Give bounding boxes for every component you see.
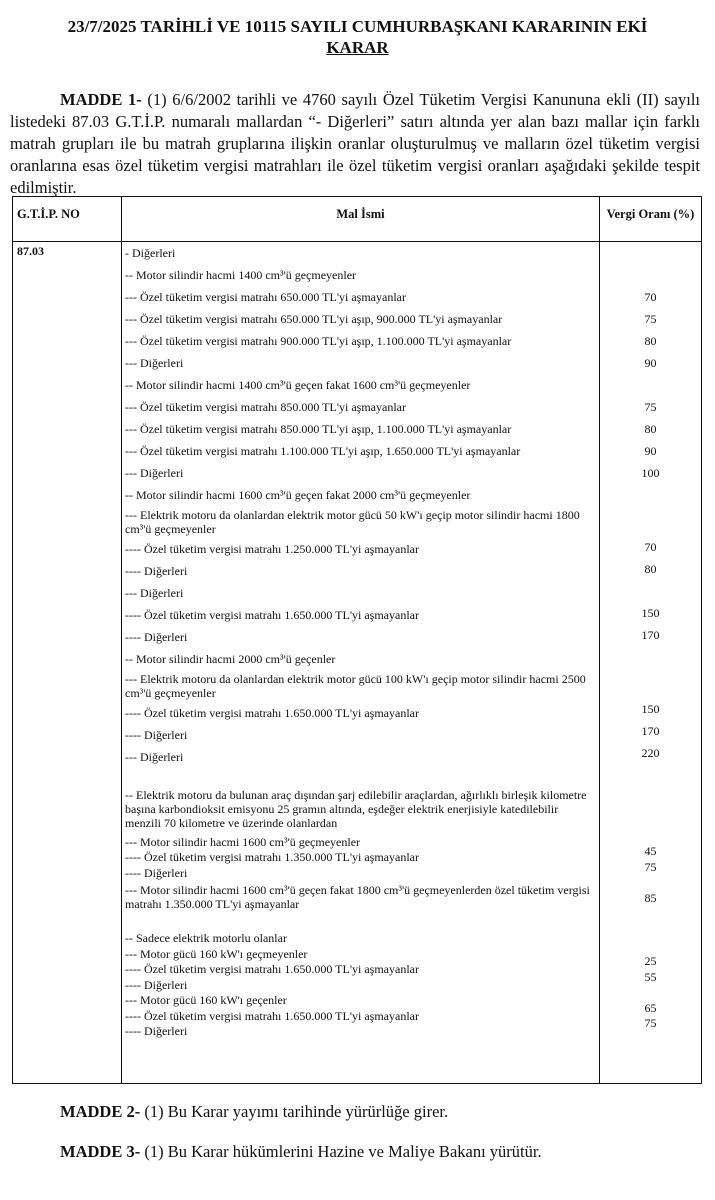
- rate-value: 90: [644, 444, 657, 458]
- header-mal-ismi: Mal İsmi: [122, 197, 600, 242]
- mal-row: -- Motor silindir hacmi 1600 cm³'ü geçen fakat 2000 cm³'ü geçmeyenler: [125, 488, 471, 502]
- mal-row: -- Sadece elektrik motorlu olanlar: [125, 931, 287, 946]
- mal-row: --- Özel tüketim vergisi matrahı 850.000 TL'yi aşmayanlar: [125, 400, 406, 414]
- rate-value: 65: [644, 1000, 657, 1015]
- mal-row: ---- Özel tüketim vergisi matrahı 1.650.000 TL'yi aşmayanlar: [125, 608, 419, 622]
- mal-row: --- Motor silindir hacmi 1600 cm³'ü geçmeyenler: [125, 834, 361, 849]
- rate-value: 80: [644, 334, 657, 348]
- rate-value: 170: [641, 724, 660, 738]
- rate-value: 150: [641, 702, 660, 716]
- mal-row: --- Elektrik motoru da olanlardan elektrik motor gücü 100 kW'ı geçip motor silindir hacmi 2500 cm³'ü geçmeyenler: [125, 672, 586, 700]
- madde-2-label: MADDE 2-: [60, 1102, 141, 1121]
- rate-value: [600, 374, 701, 396]
- rate-value: 85: [644, 890, 657, 905]
- mal-row: ---- Özel tüketim vergisi matrahı 1.250.000 TL'yi aşmayanlar: [125, 542, 419, 556]
- table-header-row: [13, 197, 702, 242]
- rate-value: [600, 580, 701, 602]
- madde-3-paragraph: [60, 1142, 542, 1162]
- madde-2-paragraph: [60, 1102, 448, 1122]
- document-title: [0, 16, 715, 58]
- rate-value: [600, 938, 701, 954]
- rate-value: 70: [644, 540, 657, 554]
- madde-1-text: (1) 6/6/2002 tarihli ve 4760 sayılı Özel Tüketim Vergisi Kanununa ekli (II) sayılı listedeki 87.03 G.T.İ.P. numaralı mallardan “- Diğerleri” satırı altında yer alan bazı mallar için farklı matrah grupları ile bu matrah gruplarına ilişkin oranlar oluşturulmuş ve malların özel tüketim vergisi oranlarına esas özel tüketim vergisi matrahları ile özel tüketim vergisi oranları aşağıdaki şekilde tespit edilmiştir.: [10, 90, 700, 197]
- rate-value: 75: [644, 400, 657, 414]
- mal-row: --- Özel tüketim vergisi matrahı 1.100.000 TL'yi aşıp, 1.650.000 TL'yi aşmayanlar: [125, 444, 521, 458]
- header-vergi-orani: Vergi Oranı (%): [600, 197, 702, 242]
- mal-row: -- Elektrik motoru da bulunan araç dışından şarj edilebilir araçlardan, ağırlıklı birleşik kilometre başına karbondioksit emisyonu 25 gramın altında, eşdeğer elektrik enerjisiyle katedilebilir menzili 70 kilometre ve üzerinde olanlardan: [125, 788, 587, 830]
- mal-row: ---- Diğerleri: [125, 1024, 188, 1039]
- rate-value: 45: [644, 844, 657, 859]
- mal-row: ---- Özel tüketim vergisi matrahı 1.650.000 TL'yi aşmayanlar: [125, 706, 419, 720]
- mal-row: ---- Diğerleri: [125, 728, 188, 742]
- mal-row: --- Diğerleri: [125, 466, 184, 480]
- mal-row: --- Diğerleri: [125, 586, 184, 600]
- mal-row: --- Özel tüketim vergisi matrahı 900.000 TL'yi aşıp, 1.100.000 TL'yi aşmayanlar: [125, 334, 512, 348]
- rate-value: [600, 923, 701, 939]
- mal-ismi-column: [122, 242, 600, 1084]
- rate-value: 80: [644, 422, 657, 436]
- mal-row: --- Elektrik motoru da olanlardan elektrik motor gücü 50 kW'ı geçip motor silindir hacmi 1800 cm³'ü geçmeyenler: [125, 508, 580, 536]
- rate-value: [600, 646, 701, 668]
- rate-value: [600, 668, 701, 698]
- rate-value: 25: [644, 954, 657, 969]
- madde-1-label: MADDE 1-: [60, 90, 142, 109]
- rate-value: [600, 506, 701, 536]
- rate-value: 70: [644, 290, 657, 304]
- madde-3-text: (1) Bu Karar hükümlerini Hazine ve Maliye Bakanı yürütür.: [140, 1142, 542, 1161]
- title-line-2: KARAR: [326, 38, 389, 57]
- mal-row: ---- Özel tüketim vergisi matrahı 1.650.000 TL'yi aşmayanlar: [125, 1008, 419, 1023]
- mal-row: - Diğerleri: [125, 246, 176, 260]
- rate-value: [600, 782, 701, 828]
- rate-value: [600, 264, 701, 286]
- mal-row: --- Özel tüketim vergisi matrahı 850.000 TL'yi aşıp, 1.100.000 TL'yi aşmayanlar: [125, 422, 512, 436]
- mal-row: --- Diğerleri: [125, 356, 184, 370]
- vergi-orani-column: [600, 242, 702, 1084]
- madde-2-text: (1) Bu Karar yayımı tarihinde yürürlüğe girer.: [140, 1102, 449, 1121]
- madde-3-label: MADDE 3-: [60, 1142, 141, 1161]
- rate-value: 100: [641, 466, 660, 480]
- madde-1-paragraph: [10, 89, 700, 199]
- rate-value: 150: [641, 606, 660, 620]
- rate-value: 90: [644, 356, 657, 370]
- mal-row: ---- Diğerleri: [125, 630, 188, 644]
- rate-value: [600, 484, 701, 506]
- table-body-row: [13, 242, 702, 1084]
- rate-value: 55: [644, 969, 657, 984]
- header-gtip: G.T.İ.P. NO: [13, 197, 122, 242]
- mal-row: ---- Diğerleri: [125, 564, 188, 578]
- rate-value: 170: [641, 628, 660, 642]
- mal-row: -- Motor silindir hacmi 2000 cm³'ü geçenler: [125, 652, 336, 666]
- mal-row: ---- Diğerleri: [125, 865, 188, 880]
- gtip-code: 87.03: [13, 242, 122, 1084]
- rate-value: [600, 242, 701, 264]
- mal-row: --- Motor silindir hacmi 1600 cm³'ü geçen fakat 1800 cm³'ü geçmeyenlerden özel tüketim vergisi matrahı 1.350.000 TL'yi aşmayanlar: [125, 882, 590, 911]
- mal-row: ---- Özel tüketim vergisi matrahı 1.350.000 TL'yi aşmayanlar: [125, 850, 419, 865]
- mal-row: --- Özel tüketim vergisi matrahı 650.000 TL'yi aşıp, 900.000 TL'yi aşmayanlar: [125, 312, 503, 326]
- rate-value: 80: [644, 562, 657, 576]
- mal-row: --- Özel tüketim vergisi matrahı 650.000 TL'yi aşmayanlar: [125, 290, 406, 304]
- title-line-1: 23/7/2025 TARİHLİ VE 10115 SAYILI CUMHURBAŞKANI KARARININ EKİ: [67, 17, 648, 36]
- tax-rate-table: [12, 196, 702, 1084]
- mal-row: -- Motor silindir hacmi 1400 cm³'ü geçmeyenler: [125, 268, 357, 282]
- rate-value: 75: [644, 859, 657, 874]
- rate-value: 220: [641, 746, 660, 760]
- mal-row: ---- Özel tüketim vergisi matrahı 1.650.000 TL'yi aşmayanlar: [125, 962, 419, 977]
- mal-row: --- Diğerleri: [125, 750, 184, 764]
- rate-value: 75: [644, 312, 657, 326]
- mal-row: --- Motor gücü 160 kW'ı geçmeyenler: [125, 946, 308, 961]
- rate-value: 75: [644, 1016, 657, 1031]
- mal-row: -- Motor silindir hacmi 1400 cm³'ü geçen fakat 1600 cm³'ü geçmeyenler: [125, 378, 471, 392]
- rate-value: [600, 828, 701, 844]
- mal-row: --- Motor gücü 160 kW'ı geçenler: [125, 993, 287, 1008]
- rate-value: [600, 985, 701, 1001]
- mal-row: ---- Diğerleri: [125, 977, 188, 992]
